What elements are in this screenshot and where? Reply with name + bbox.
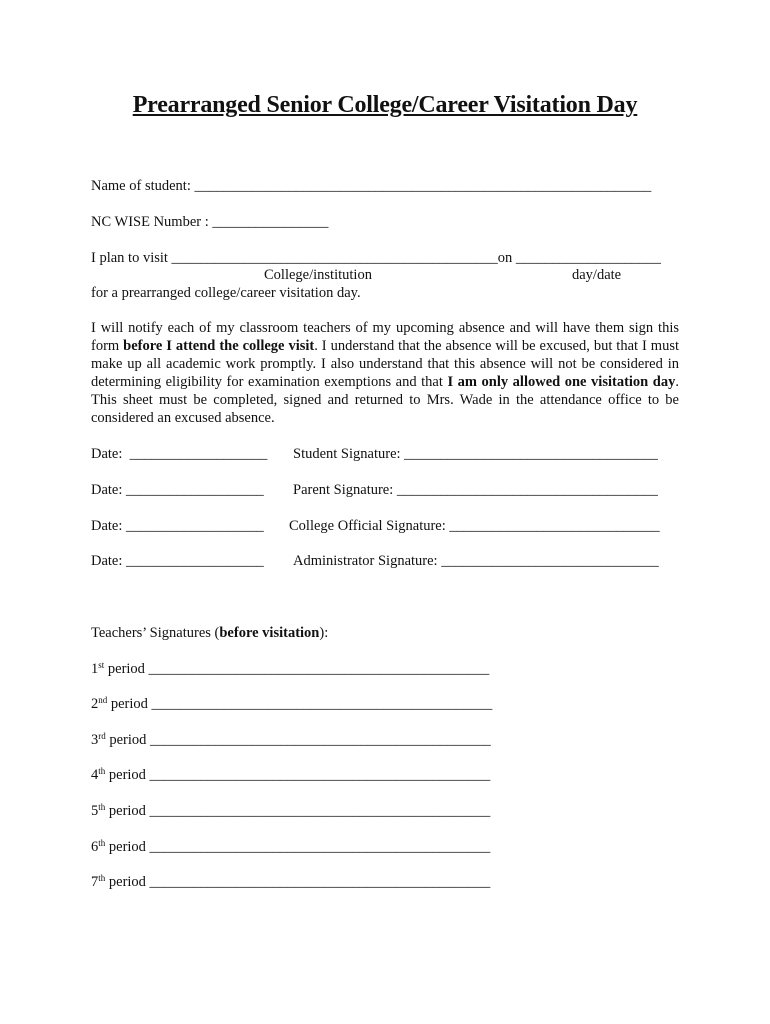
student-date-field[interactable]: Date: ___________________: [91, 446, 268, 462]
period-number: 7: [91, 874, 99, 890]
period-line: period _______________________________________________: [105, 839, 491, 855]
administrator-signature-field[interactable]: Administrator Signature: ______________________________: [293, 553, 659, 569]
policy-bold-1: before I attend the college visit: [123, 338, 315, 354]
period-line: period _______________________________________________: [104, 661, 490, 677]
period-4-signature-field[interactable]: [91, 766, 490, 784]
period-5-signature-field[interactable]: [91, 802, 490, 820]
period-number: 3: [91, 732, 99, 748]
policy-text-2: . I understand that the absence will be excused, but that I must make up all academic work promptly. I also understand that this absence will not be considered in determining eligibility for examination exemptions and that: [91, 338, 679, 390]
policy-text-1: I will notify each of my classroom teachers of my upcoming absence and will have them sign this form: [91, 320, 679, 354]
period-3-signature-field[interactable]: [91, 731, 491, 749]
period-number: 5: [91, 803, 99, 819]
teachers-heading-suffix: ):: [319, 625, 329, 641]
period-ordinal: th: [98, 873, 106, 883]
period-line: period _______________________________________________: [107, 696, 493, 712]
policy-bold-2: I am only allowed one visitation day: [447, 374, 676, 390]
date-caption: day/date: [572, 267, 622, 283]
period-ordinal: th: [98, 766, 106, 776]
parent-date-field[interactable]: Date: ___________________: [91, 482, 264, 498]
teachers-heading: [91, 624, 328, 642]
administrator-date-field[interactable]: Date: ___________________: [91, 553, 264, 569]
period-ordinal: th: [98, 802, 106, 812]
period-line: period _______________________________________________: [105, 767, 491, 783]
period-number: 2: [91, 696, 99, 712]
college-caption: College/institution: [264, 267, 372, 283]
period-number: 6: [91, 839, 99, 855]
period-ordinal: th: [98, 838, 106, 848]
nc-wise-number-field[interactable]: NC WISE Number : ________________: [91, 214, 329, 230]
teachers-heading-bold: before visitation: [219, 625, 320, 641]
visit-purpose-text: for a prearranged college/career visitation day.: [91, 285, 361, 301]
period-line: period _______________________________________________: [105, 732, 491, 748]
college-official-date-field[interactable]: Date: ___________________: [91, 518, 264, 534]
student-signature-field[interactable]: Student Signature: ___________________________________: [293, 446, 658, 462]
period-7-signature-field[interactable]: [91, 873, 490, 891]
page-title: Prearranged Senior College/Career Visitation Day: [132, 92, 638, 118]
policy-text-3: . This sheet must be completed, signed and returned to Mrs. Wade in the attendance office to be considered an excused absence.: [91, 374, 679, 426]
period-ordinal: rd: [98, 731, 106, 741]
period-6-signature-field[interactable]: [91, 838, 490, 856]
period-number: 1: [91, 661, 99, 677]
period-ordinal: st: [98, 660, 105, 670]
period-line: period _______________________________________________: [105, 803, 491, 819]
policy-paragraph: [91, 319, 679, 427]
period-2-signature-field[interactable]: [91, 695, 492, 713]
period-number: 4: [91, 767, 99, 783]
period-ordinal: nd: [98, 695, 108, 705]
college-official-signature-field[interactable]: College Official Signature: _____________________________: [289, 518, 660, 534]
student-name-field[interactable]: Name of student: _______________________________________________________________: [91, 178, 652, 194]
period-1-signature-field[interactable]: [91, 660, 489, 678]
teachers-heading-prefix: Teachers’ Signatures (: [91, 625, 220, 641]
visit-college-field[interactable]: I plan to visit _____________________________________________on ____________________: [91, 250, 661, 266]
parent-signature-field[interactable]: Parent Signature: ____________________________________: [293, 482, 658, 498]
period-line: period _______________________________________________: [105, 874, 491, 890]
